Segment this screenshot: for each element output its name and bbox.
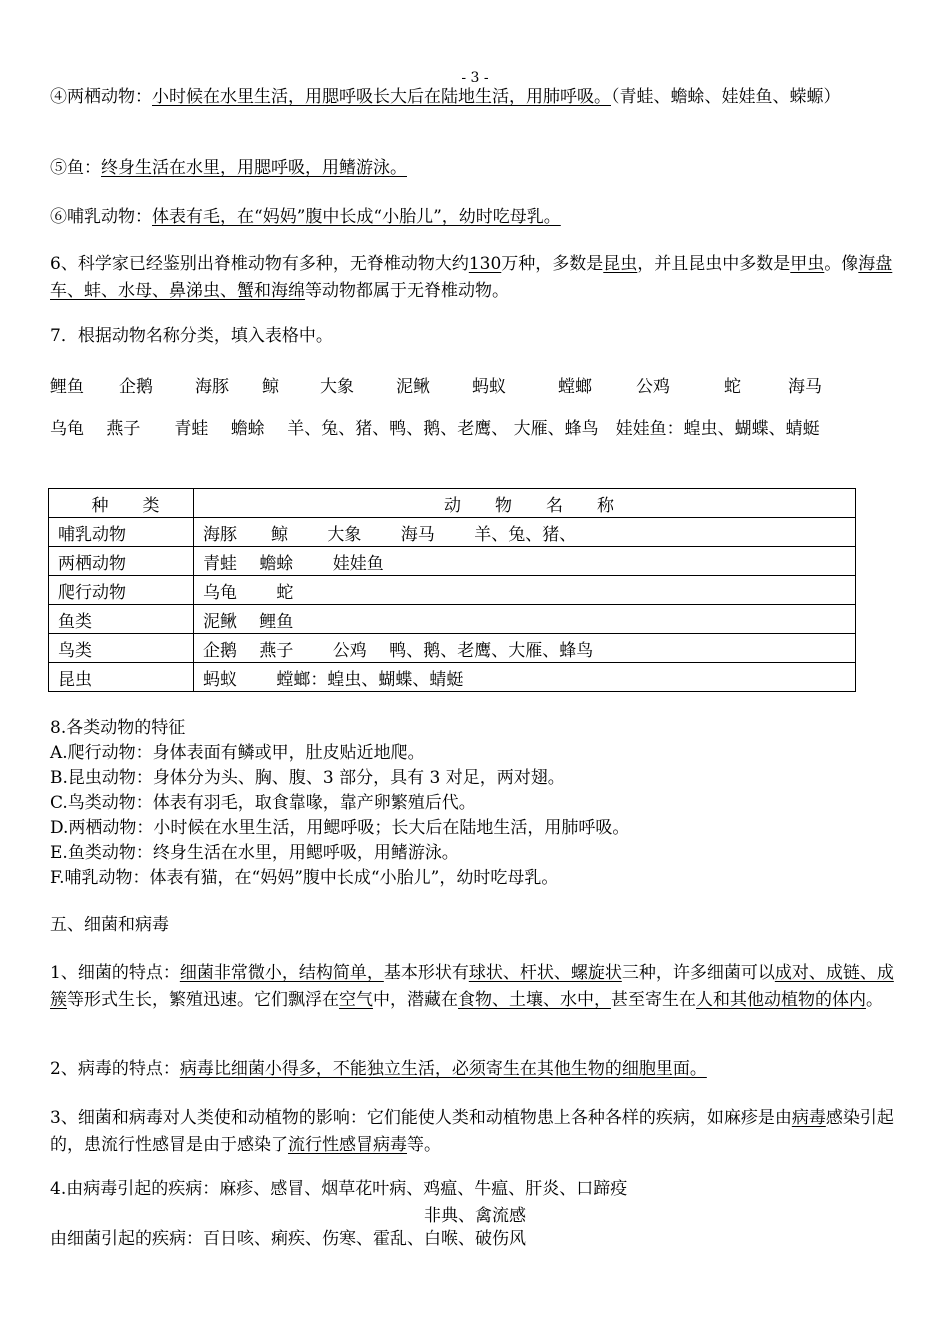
header-names: 动 物 名 称: [194, 489, 856, 518]
animal-name: 鲤鱼: [50, 377, 84, 397]
names-cell: 企鹅 燕子 公鸡 鸭、鹅、老鹰、大雁、蜂鸟: [194, 634, 856, 663]
underlined-text: 病毒比细菌小得多，不能独立生活，必须寄生在其他生物的细胞里面。: [179, 1059, 707, 1079]
names-cell: 青蛙 蟾蜍 娃娃鱼: [194, 547, 856, 576]
bacteria-virus-effects: [50, 1105, 910, 1159]
label: ⑤鱼：: [50, 158, 101, 178]
underlined-text: 人和其他动植物的体内: [696, 990, 866, 1010]
text: 三种，许多细菌可以: [621, 963, 775, 983]
animal-name: 蛇: [724, 377, 741, 397]
underlined-text: 昆虫: [603, 254, 638, 274]
animal-name: 公鸡: [636, 377, 670, 397]
table-row: [49, 576, 856, 605]
underlined-text: 空气: [339, 990, 373, 1010]
animal-name: 大象: [320, 377, 354, 397]
text: 等动物都属于无脊椎动物。: [305, 281, 509, 301]
feature-item: B.昆虫动物：身体分为头、胸、腹、3 部分，具有 3 对足，两对翅。: [50, 768, 565, 788]
names-cell: 蚂蚁 螳螂：蝗虫、蝴蝶、蜻蜓: [194, 663, 856, 692]
underlined-text: 球状、杆状、螺旋状: [468, 963, 622, 983]
kind-cell: 鱼类: [49, 605, 194, 634]
text: 等。: [407, 1135, 441, 1155]
virus-diseases: 4.由病毒引起的疾病：麻疹、感冒、烟草花叶病、鸡瘟、牛瘟、肝炎、口蹄疫: [50, 1179, 628, 1199]
underlined-text: 成对、成链、成簇: [50, 963, 894, 1010]
text: 万种，多数是: [501, 254, 604, 274]
table-row: [49, 605, 856, 634]
table-header-row: [49, 489, 856, 518]
text: 基本形状有: [383, 963, 469, 983]
question-6: [50, 251, 910, 305]
paragraph-amphibians: [50, 84, 910, 111]
bacteria-diseases: 由细菌引起的疾病：百日咳、痢疾、伤寒、霍乱、白喉、破伤风: [50, 1229, 526, 1249]
feature-item: C.鸟类动物：体表有羽毛，取食靠喙，靠产卵繁殖后代。: [50, 793, 476, 813]
bacteria-characteristics: [50, 960, 910, 1014]
underlined-text: 终身生活在水里，用腮呼吸，用鳍游泳。: [101, 158, 407, 178]
underlined-text: 海盘车、蚌、水母、鼻涕虫、蟹和海绵: [50, 254, 893, 301]
table-row: [49, 518, 856, 547]
section-5-title: 五、细菌和病毒: [50, 915, 169, 935]
table-row: [49, 547, 856, 576]
feature-item: E.鱼类动物：终身生活在水里，用鳃呼吸，用鳍游泳。: [50, 843, 459, 863]
text: 感染引起的，患流行性感冒是由于感染了: [50, 1108, 894, 1155]
underlined-text: 细菌非常微小，结构简单，: [179, 963, 384, 983]
underlined-text: 食物、土壤、水中，: [458, 990, 611, 1010]
animal-name: 螳螂: [558, 377, 592, 397]
feature-item: A.爬行动物：身体表面有鳞或甲，肚皮贴近地爬。: [50, 743, 425, 763]
animal-classification-table: [48, 488, 856, 692]
text: 。: [866, 990, 883, 1010]
animal-list-row-1: [50, 372, 910, 399]
kind-cell: 两栖动物: [49, 547, 194, 576]
names-cell: 泥鳅 鲤鱼: [194, 605, 856, 634]
section-title: 8.各类动物的特征: [50, 718, 186, 738]
text: 甚至寄生在: [611, 990, 696, 1010]
animal-name: 泥鳅: [396, 377, 430, 397]
animal-name: 鲸: [262, 377, 279, 397]
question-7-title: 7．根据动物名称分类，填入表格中。: [50, 326, 333, 346]
text: 3、细菌和病毒对人类使和动植物的影响：它们能使人类和动植物患上各种各样的疾病，如麻疹是由: [50, 1108, 792, 1128]
kind-cell: 哺乳动物: [49, 518, 194, 547]
page-number: - 3 -: [461, 70, 489, 86]
kind-cell: 鸟类: [49, 634, 194, 663]
table-row: [49, 663, 856, 692]
virus-diseases-continued: 非典、禽流感: [424, 1206, 526, 1226]
animal-name: 海马: [788, 377, 822, 397]
label: ⑥哺乳动物：: [50, 207, 152, 227]
table-row: [49, 634, 856, 663]
animal-list-row-2: 乌龟 燕子 青蛙 蟾蜍 羊、兔、猪、鸭、鹅、老鹰、 大雁、蜂鸟 娃娃鱼：蝗虫、蝴蝶、蜻蜓: [50, 419, 820, 439]
text: 2、病毒的特点：: [50, 1059, 180, 1079]
kind-cell: 爬行动物: [49, 576, 194, 605]
underlined-text: 体表有毛，在“妈妈”腹中长成“小胎儿”，幼时吃母乳。: [152, 207, 561, 227]
text: ，并且昆虫中多数是: [637, 254, 791, 274]
header-kind: 种 类: [49, 489, 194, 518]
animal-name: 企鹅: [119, 377, 153, 397]
kind-cell: 昆虫: [49, 663, 194, 692]
animal-name: 蚂蚁: [472, 377, 506, 397]
paragraph-mammals: [50, 204, 910, 231]
text: （青蛙、蟾蜍、娃娃鱼、蝾螈）: [611, 87, 841, 107]
names-cell: 海豚 鲸 大象 海马 羊、兔、猪、: [194, 518, 856, 547]
animal-name: 海豚: [195, 377, 229, 397]
label: ④两栖动物：: [50, 87, 152, 107]
text: 1、细菌的特点：: [50, 963, 180, 983]
text: 6、科学家已经鉴别出脊椎动物有多种，无脊椎动物大约: [50, 254, 469, 274]
underlined-text: 流行性感冒病毒: [288, 1135, 407, 1155]
text: 。像: [824, 254, 859, 274]
underlined-text: 小时候在水里生活，用腮呼吸长大后在陆地生活，用肺呼吸。: [152, 87, 611, 107]
question-8-features: [50, 716, 910, 891]
feature-item: D.两栖动物：小时候在水里生活，用鳃呼吸；长大后在陆地生活，用肺呼吸。: [50, 818, 630, 838]
underlined-text: 病毒: [791, 1108, 826, 1128]
feature-item: F.哺乳动物：体表有猫，在“妈妈”腹中长成“小胎儿”，幼时吃母乳。: [50, 868, 559, 888]
names-cell: 乌龟 蛇: [194, 576, 856, 605]
underlined-text: 甲虫: [790, 254, 825, 274]
text: 等形式生长，繁殖迅速。它们飘浮在: [67, 990, 339, 1010]
virus-characteristics: [50, 1056, 910, 1083]
text: 中，潜藏在: [373, 990, 458, 1010]
underlined-text: 130: [468, 254, 502, 274]
paragraph-fish: [50, 155, 910, 182]
